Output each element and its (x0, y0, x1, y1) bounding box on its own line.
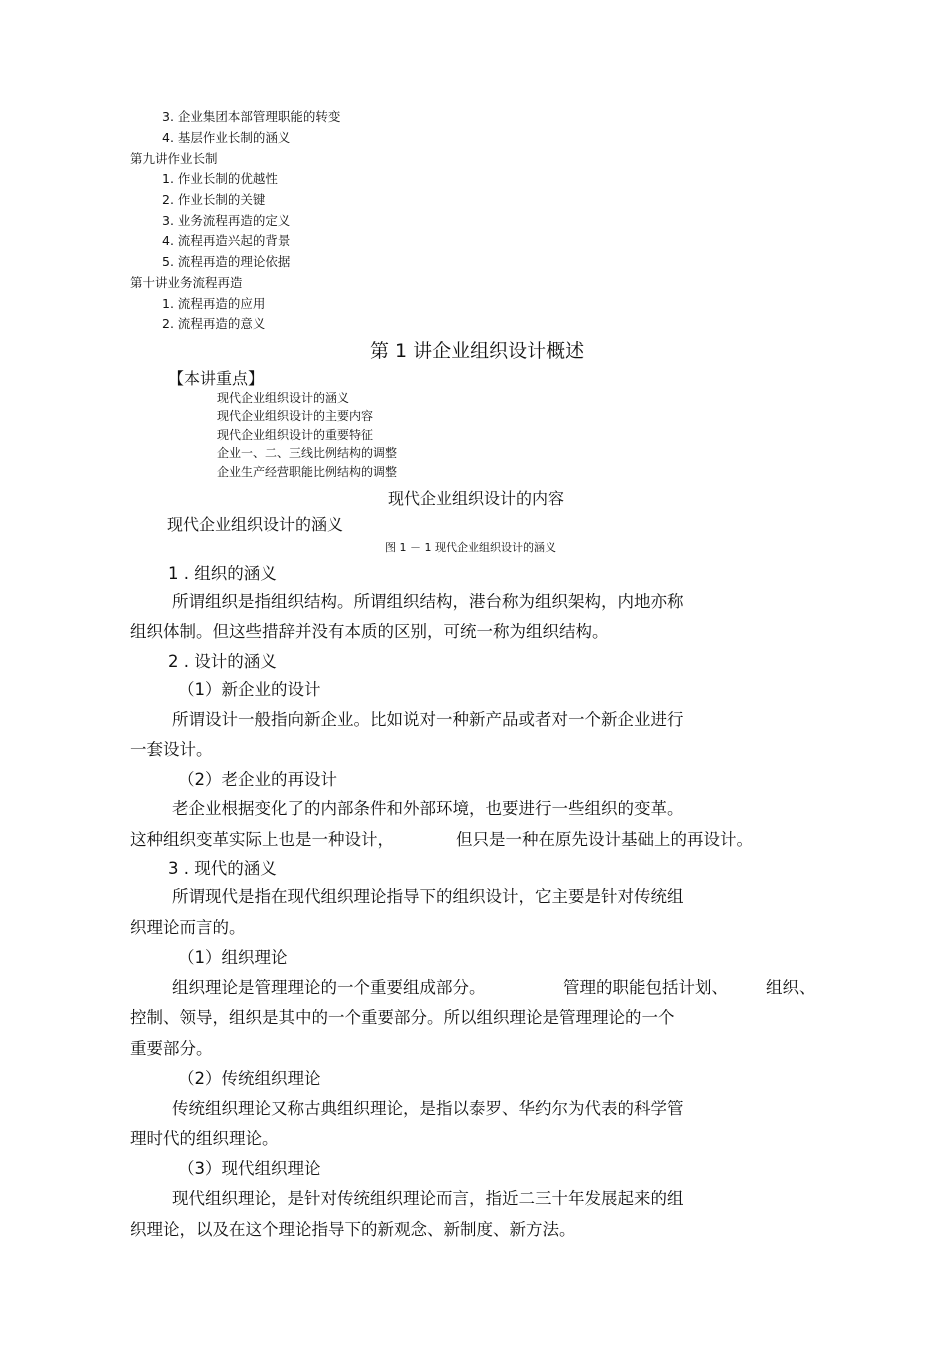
paragraph-line: 理时代的组织理论。 (130, 1129, 279, 1148)
heading-3-2: （2）传统组织理论 (178, 1069, 321, 1088)
paragraph-line: 管理的职能包括计划、 (563, 978, 728, 997)
paragraph-line: 传统组织理论又称古典组织理论，是指以泰罗、华约尔为代表的科学管 (172, 1099, 684, 1118)
toc-item: 2. 流程再造的意义 (162, 316, 266, 331)
section-title: 现代企业组织设计的内容 (388, 489, 565, 508)
heading-2: 2 . 设计的涵义 (168, 652, 277, 671)
heading-3-3: （3）现代组织理论 (178, 1159, 321, 1178)
figure-caption: 图 1 － 1 现代企业组织设计的涵义 (385, 541, 556, 554)
toc-item: 1. 作业长制的优越性 (162, 171, 278, 186)
focus-item: 企业一、二、三线比例结构的调整 (217, 446, 398, 460)
toc-item: 5. 流程再造的理论依据 (162, 254, 291, 269)
heading-2-1: （1）新企业的设计 (178, 680, 321, 699)
toc-lecture-title: 第十讲业务流程再造 (130, 275, 243, 290)
toc-item: 4. 基层作业长制的涵义 (162, 130, 291, 145)
focus-item: 现代企业组织设计的涵义 (217, 391, 350, 405)
toc-item: 1. 流程再造的应用 (162, 296, 266, 311)
paragraph-line: 老企业根据变化了的内部条件和外部环境，也要进行一些组织的变革。 (172, 799, 684, 818)
paragraph-line: 控制、领导，组织是其中的一个重要部分。所以组织理论是管理理论的一个 (130, 1008, 675, 1027)
paragraph-line: 所谓现代是指在现代组织理论指导下的组织设计，它主要是针对传统组 (172, 887, 684, 906)
toc-item: 2. 作业长制的关键 (162, 192, 266, 207)
paragraph-line: 组织体制。但这些措辞并没有本质的区别，可统一称为组织结构。 (130, 622, 609, 641)
paragraph-line: 这种组织变革实际上也是一种设计， (130, 830, 394, 849)
paragraph-line: 一套设计。 (130, 740, 213, 759)
paragraph-line: 织理论，以及在这个理论指导下的新观念、新制度、新方法。 (130, 1220, 576, 1239)
heading-2-2: （2）老企业的再设计 (178, 770, 337, 789)
subsection-title: 现代企业组织设计的涵义 (167, 515, 344, 534)
heading-3: 3 . 现代的涵义 (168, 859, 277, 878)
toc-item: 3. 业务流程再造的定义 (162, 213, 291, 228)
focus-item: 企业生产经营职能比例结构的调整 (217, 465, 398, 479)
paragraph-line: 组织、 (766, 978, 816, 997)
focus-item: 现代企业组织设计的主要内容 (217, 409, 374, 423)
paragraph-line: 组织理论是管理理论的一个重要组成部分。 (172, 978, 486, 997)
paragraph-line: 重要部分。 (130, 1039, 213, 1058)
focus-item: 现代企业组织设计的重要特征 (217, 428, 374, 442)
paragraph-line: 织理论而言的。 (130, 918, 246, 937)
paragraph-line: 所谓组织是指组织结构。所谓组织结构，港台称为组织架构，内地亦称 (172, 592, 684, 611)
lecture-title: 第 1 讲企业组织设计概述 (370, 340, 585, 362)
focus-label: 【本讲重点】 (168, 369, 265, 388)
paragraph-line: 所谓设计一般指向新企业。比如说对一种新产品或者对一个新企业进行 (172, 710, 684, 729)
paragraph-line: 现代组织理论，是针对传统组织理论而言，指近二三十年发展起来的组 (172, 1189, 684, 1208)
paragraph-line: 但只是一种在原先设计基础上的再设计。 (456, 830, 753, 849)
toc-item: 4. 流程再造兴起的背景 (162, 233, 291, 248)
toc-lecture-title: 第九讲作业长制 (130, 151, 218, 166)
heading-1: 1 . 组织的涵义 (168, 564, 277, 583)
toc-item: 3. 企业集团本部管理职能的转变 (162, 109, 341, 124)
heading-3-1: （1）组织理论 (178, 948, 288, 967)
